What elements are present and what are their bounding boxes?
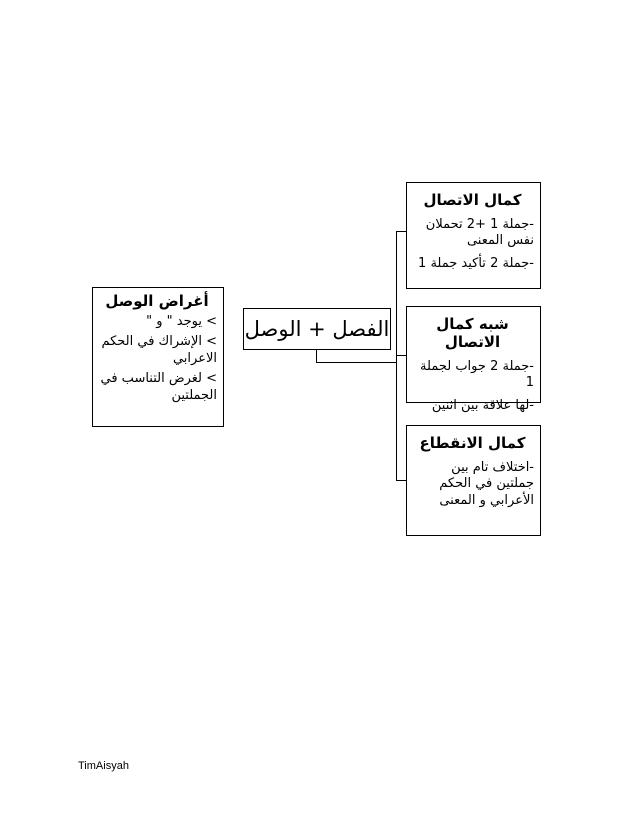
syibh-kamal-ittishal-box: [406, 306, 541, 413]
box-title: شبه كمال الاتصال: [436, 315, 509, 351]
box-item: -جملة 1 +2 تحملان نفس المعنى: [425, 217, 534, 249]
box-title: كمال الاتصال: [423, 191, 522, 209]
purposes-title: أغراض الوصل: [105, 292, 209, 310]
connector-horizontal: [316, 362, 396, 363]
box-item: -لها علاقة بين اثنين: [431, 397, 534, 413]
box-item: -جملة 2 تأكيد جملة 1: [418, 255, 534, 271]
box-item: -اختلاف تام بين جملتين في الحكم الأعرابي و المعنى: [439, 460, 534, 508]
purpose-item: > لغرض التناسب في الجملتين: [100, 370, 217, 403]
connector-branch-bottom: [396, 480, 406, 481]
kamal-inqitha-box: [406, 425, 541, 536]
box-title: كمال الانقطاع: [419, 434, 526, 452]
central-topic-box: [243, 308, 391, 350]
kamal-ittishal-box: [406, 182, 541, 289]
connector-vertical-trunk: [396, 231, 397, 481]
purposes-of-wasl-box: [92, 287, 224, 427]
purpose-item: > الإشراك في الحكم الاعرابي: [101, 333, 217, 366]
connector-branch-middle: [396, 355, 406, 356]
central-topic-title: الفصل + الوصل: [244, 317, 390, 341]
box-item: -جملة 2 جواب لجملة 1: [420, 359, 534, 391]
purpose-item: > يوجد " و ": [146, 314, 217, 329]
connector-branch-top: [396, 231, 406, 232]
author-footer: TimAisyah: [78, 760, 129, 772]
